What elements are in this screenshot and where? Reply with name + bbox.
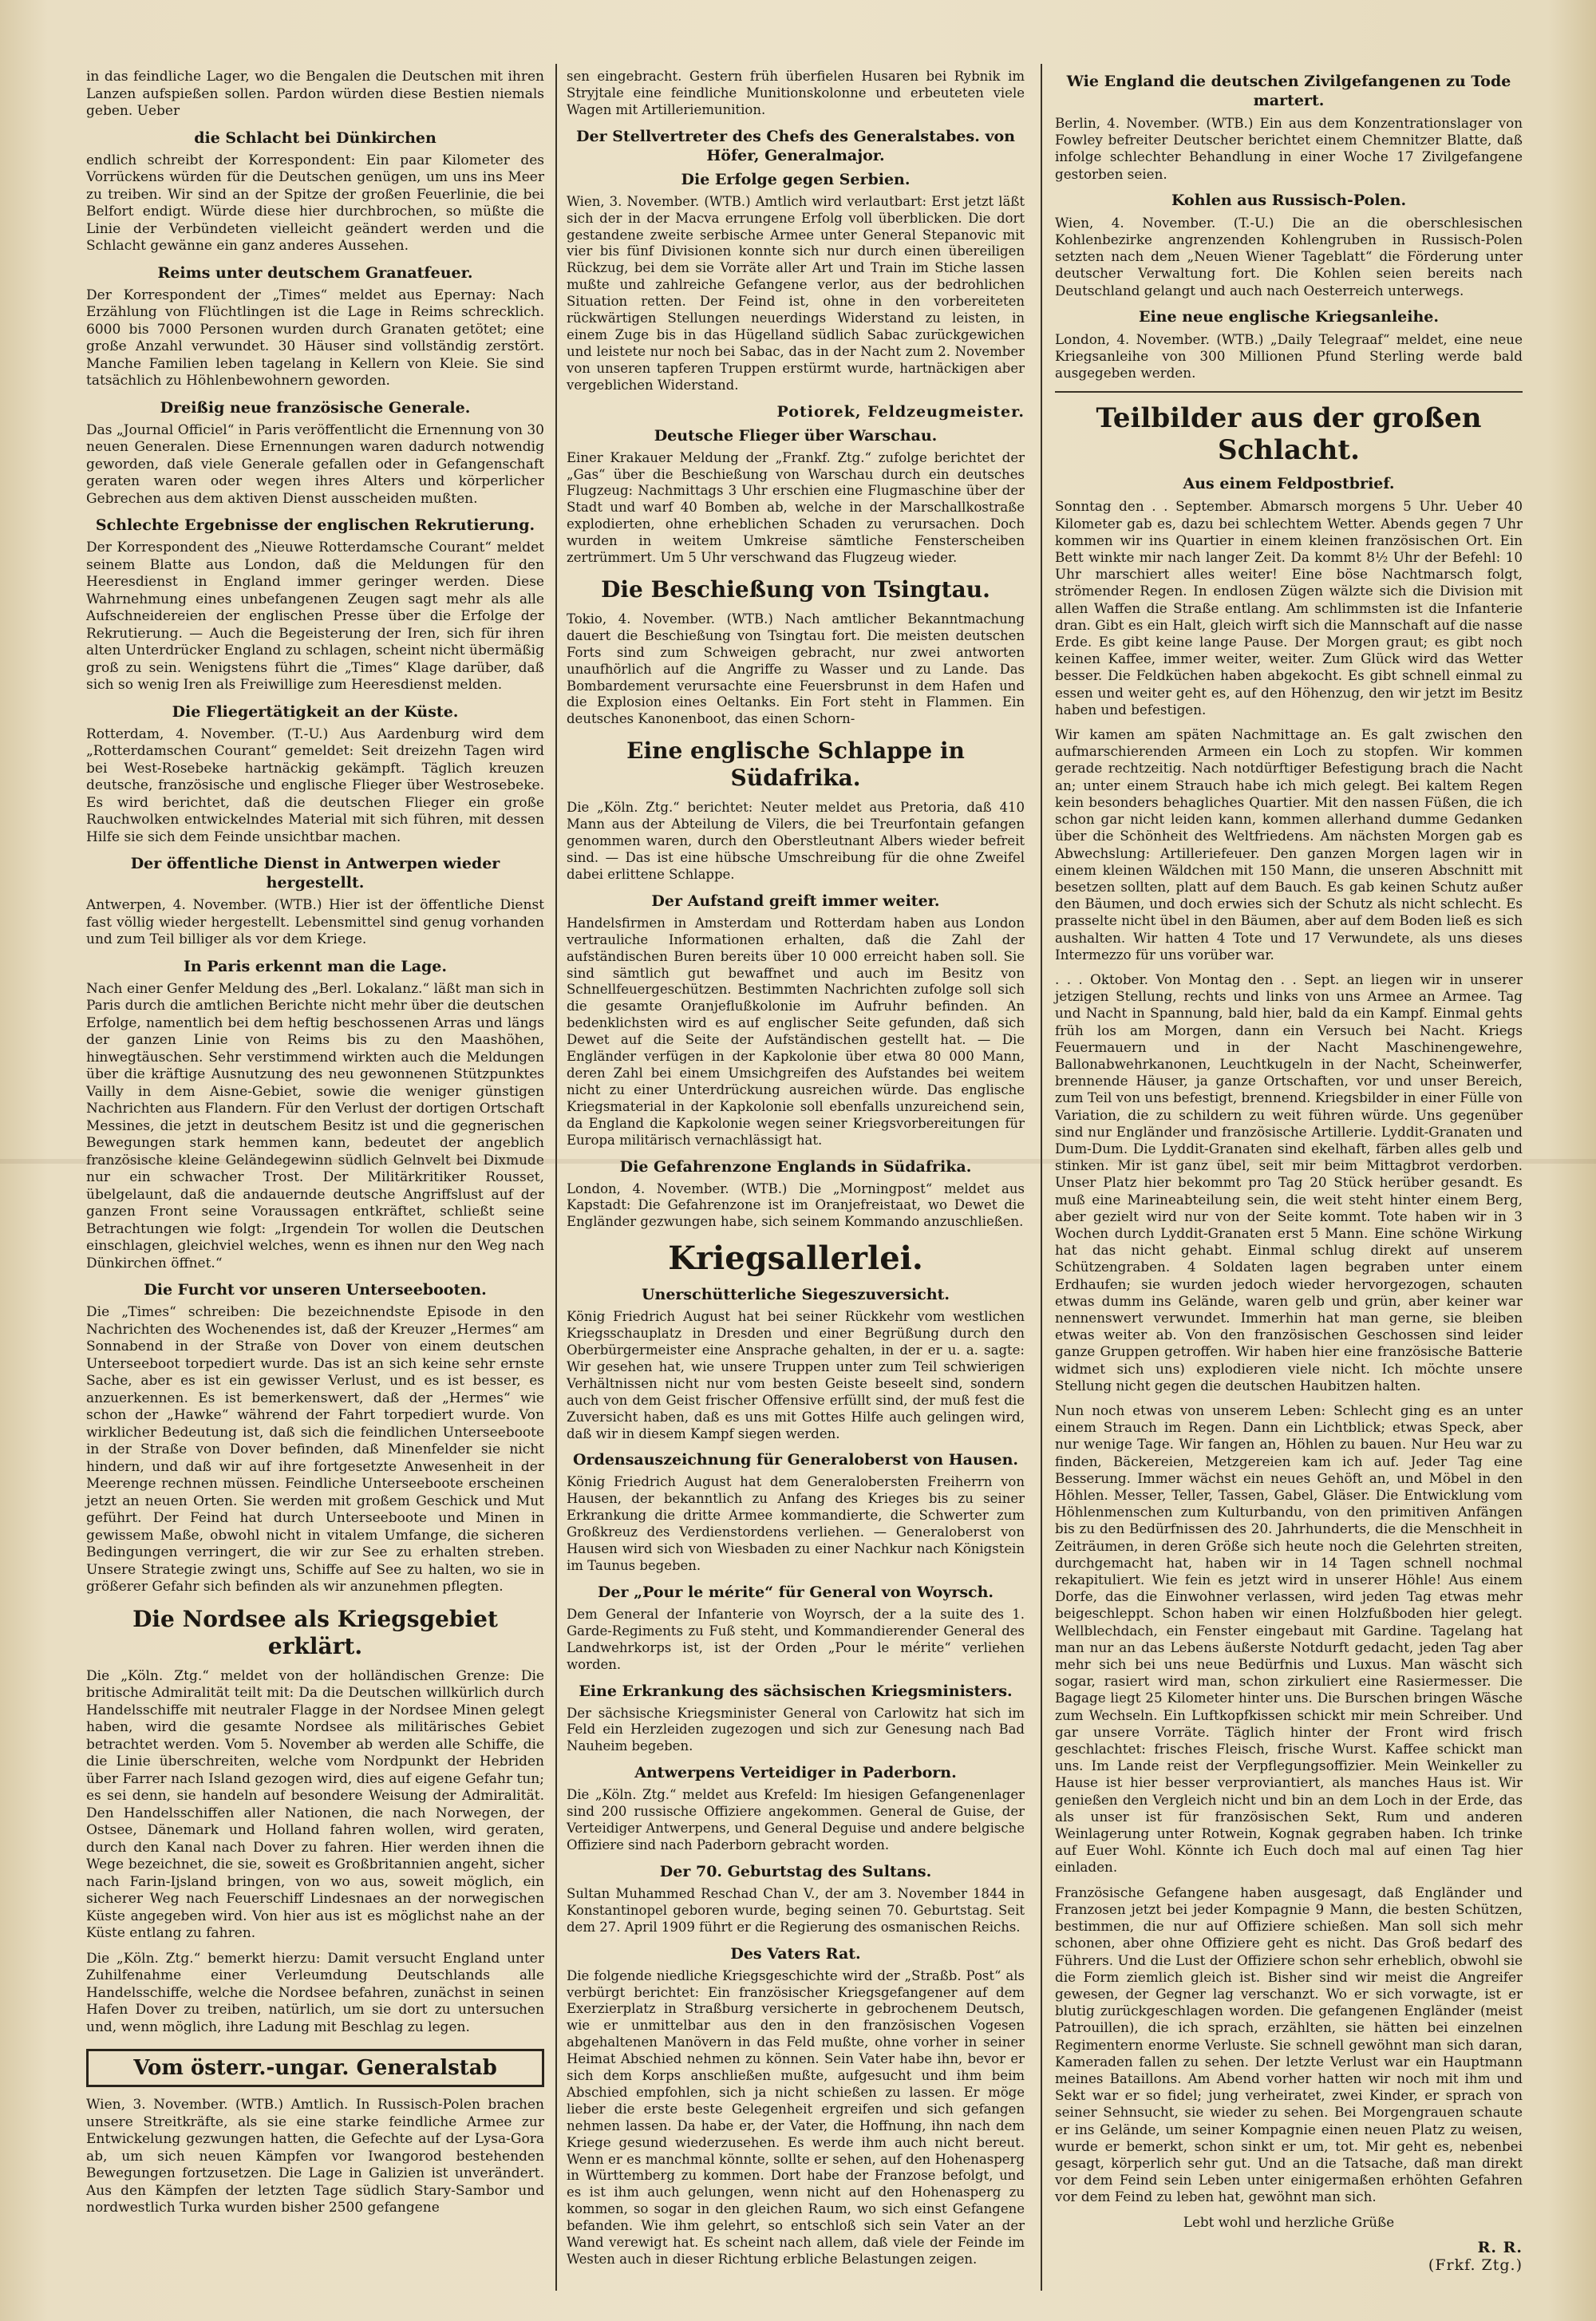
section-heading: Ordensauszeichnung für Generaloberst von Hausen. (572, 1451, 1019, 1469)
source-citation: (Frkf. Ztg.) (1428, 2256, 1523, 2274)
column-rule-1 (555, 64, 557, 2291)
article-text: Die „Times“ schreiben: Die bezeichnendste Episode in den Nachrichten des Wochenendes ist, daß der Kreuzer „Hermes“ am Sonnabend in der Straße von Dover von einem deutschen Unterseeboot torpediert wurde. Das ist an sich keine sehr ernste Sache, aber es ist ein gewisser Verlust, und es ist besser, es anzuerkennen. Es ist bemerkenswert, daß der „Hermes“ wie schon der „Hawke“ während der Fahrt torpediert wurde. Von wirklicher Bedeutung ist, daß sich die feindlichen Unterseeboote in der Straße von Dover befinden, daß Minenfelder sie nicht hindern, und daß wir auf ihre fortgesetzte Anwesenheit in der Meerenge rechnen müssen. Feindliche Unterseeboote erscheinen jetzt an neuen Orten. Sie werden mit großem Geschick und Mut geführt. Der Feind hat durch Unterseeboote und Minen in gewissem Maße, obwohl nicht in vitalem Umfange, die sicheren Bedingungen verringert, die wir zur See zu erhalten streben. Unsere Strategie zwingt uns, Schiffe auf See zu halten, wo sie in größerer Gefahr sich befinden als wir anzunehmen pflegten. (86, 1304, 544, 1595)
article-text: London, 4. November. (WTB.) „Daily Telegraaf“ meldet, eine neue Kriegsanleihe von 300 Millionen Pfund Sterling werde bald ausgegeben werden. (1055, 330, 1523, 382)
article-text: Antwerpen, 4. November. (WTB.) Hier ist der öffentliche Dienst fast völlig wieder hergestellt. Lebensmittel sind genug vorhanden und zum Teil billiger als vor dem Kriege. (86, 897, 544, 947)
column-1 (86, 69, 544, 2225)
section-heading: Eine neue englische Kriegsanleihe. (1138, 307, 1440, 326)
section-heading: Aus einem Feldpostbrief. (1183, 475, 1395, 493)
section-heading: Der „Pour le mérite“ für General von Woyrsch. (597, 1583, 994, 1601)
section-heading: Wie England die deutschen Zivilgefangenen zu Tode martert. (1066, 73, 1511, 109)
article-text: Sonntag den . . September. Abmarsch morgens 5 Uhr. Ueber 40 Kilometer gab es, dazu bei schlechtem Wetter. Abends gegen 7 Uhr kommen wir ins Quartier in einem kleinen französischen Ort. Ein Bett winkte mir nach langer Zeit. Da kommt 8½ Uhr der Befehl: 10 Uhr marschiert alles weiter! Eine böse Nachtmarsch folgt, strömender Regen. In endlosen Zügen wälzte sich die Division mit allen Waffen die Straße entlang. Am schlimmsten ist die Infanterie dran. Gibt es ein Halt, gleich wirft sich die Mannschaft auf die nasse Erde. Es gibt keine lange Pause. Der Morgen graut; es gibt noch keinen Kaffee, immer weiter, weiter. Zum Glück wird das Wetter besser. Die Feldküchen haben abgekocht. Es gibt schnell einmal zu essen und weiter geht es, auf den Höhenzug, den wir jetzt im Besitz haben und befestigen. (1055, 498, 1523, 718)
article-text: Der sächsische Kriegsminister General von Carlowitz hat sich im Feld ein Herzleiden zugezogen und sich zur Genesung nach Bad Nauheim begeben. (567, 1705, 1025, 1754)
article-text: Lebt wohl und herzliche Grüße (1183, 2213, 1395, 2230)
column-3 (1055, 69, 1523, 2274)
section-heading: die Schlacht bei Dünkirchen (194, 129, 437, 147)
article-text: Französische Gefangene haben ausgesagt, daß Engländer und Franzosen jetzt bei jeder Kompagnie 9 Mann, die besten Schützen, bestimmen, die nur auf Offiziere schießen. Man soll sich mehr schonen, aber ohne Offiziere geht es nicht. Das Groß bedarf des Führers. Und die Lust der Offiziere schon sehr erheblich, obwohl sie die Form ziemlich gleich ist. Bisher sind wir meist die Angreifer gewesen, der Gegner lag verschanzt. Wo er sich vorwagte, ist er blutig zurückgeschlagen worden. Die gefangenen Engländer (meist Patrouillen), die ich sprach, erzählten, sie hätten bei einzelnen Regimentern enorme Verluste. Sie schnell gewöhnt man sich daran, Kameraden fallen zu sehen. Der letzte Verlust war ein Hauptmann meines Bataillons. Am Abend vorher hatten wir noch mit ihm und Sekt war er so fidel; jung verheiratet, zwei Kinder, er sprach von seiner Sehnsucht, sie wieder zu sehen. Bei Morgengrauen schaute er ins Gelände, um seiner Kompagnie einen neuen Platz zu weisen, wurde er bemerkt, schon sinkt er um, tot. Mir geht es, nebenbei gesagt, körperlich sehr gut. Und an die Tatsache, daß man direkt vor dem Feind sein Leben unter einigermaßen erhöhten Gefahren vor dem Feind zu leben hat, gewöhnt man sich. (1055, 1884, 1523, 2205)
article-text: Wir kamen am späten Nachmittage an. Es galt zwischen den aufmarschierenden Armeen ein Loch zu stopfen. Wir kommen gerade rechtzeitig. Nach notdürftiger Befestigung brach die Nacht an; unter einem Strauch habe ich mich gelegt. Bei kaltem Regen kein besonders behagliches Quartier. Mit den nassen Füßen, die ich schon gar nicht leiden kann, kommen allerhand dumme Gedanken über die Schönheit des Weltfriedens. Am nächsten Morgen gab es Abwechslung: Artilleriefeuer. Den ganzen Morgen lagen wir in einem kleinen Wäldchen mit 150 Mann, die unseren Abschnitt mit besetzen sollten, platt auf dem Bauch. Es gab keinen Schutz außer den Bäumen, und doch erwies sich der Schutz als nicht schlecht. Es prasselte nicht übel in den Bäumen, aber auf dem Boden ließ es sich aushalten. Wir hatten 4 Tote und 17 Verwundete, als uns dieses Intermezzo für uns vorüber war. (1055, 726, 1523, 963)
article-text: endlich schreibt der Korrespondent: Ein paar Kilometer des Vorrückens würden für die Deutschen genügen, um uns ins Meer zu treiben. Wir sind an der Spitze der großen Feuerlinie, die bei Belfort endigt. Würde diese hier durchbrochen, so müßte die Linie der Verbündeten vielleicht geändert werden und die Schlacht gewänne ein ganz anderes Aussehen. (86, 152, 544, 254)
article-text: Dem General der Infanterie von Woyrsch, der a la suite des 1. Garde-Regiments zu Fuß steht, und Kommandierender General des Landwehrkorps ist, ist der Orden „Pour le mérite“ verliehen worden. (567, 1606, 1025, 1672)
article-text: Einer Krakauer Meldung der „Frankf. Ztg.“ zufolge berichtet der „Gas“ über die Beschießung von Warschau durch ein deutsches Flugzeug: Nachmittags 3 Uhr erschien eine Flugmaschine über der Stadt und warf 40 Bomben ab, welche in der Marschallkostraße explodierten, ohne erheblichen Schaden zu verursachen. Doch wurden in weitem Umkreise sämtliche Fensterscheiben zertrümmert. Um 5 Uhr verschwand das Flugzeug wieder. (567, 449, 1025, 566)
article-text: Die „Köln. Ztg.“ bemerkt hierzu: Damit versucht England unter Zuhilfenahme einer Verleumdung Deutschlands alle Handelsschiffe, welche die Nordsee befahren, zunächst in seinen Hafen Dover zu treiben, natürlich, um sie dort zu untersuchen und, wenn möglich, ihre Ladung mit Beschlag zu legen. (86, 1950, 544, 2035)
article-text: Der Korrespondent des „Nieuwe Rotterdamsche Courant“ meldet seinem Blatte aus London, daß die Meldungen für den Heeresdienst in England immer geringer werden. Diese Wahrnehmung eines unbefangenen Zeugen sagt mehr als alle Aufschneidereien der englischen Presse über die Erfolge der Rekrutierung. — Auch die Begeisterung der Iren, sich für ihren alten Unterdrücker England zu schlagen, scheint nicht übermäßig groß zu sein. Wenigstens führt die „Times“ Klage darüber, daß sich so wenig Iren als Freiwillige zum Heeresdienst melden. (86, 540, 544, 693)
article-text: Berlin, 4. November. (WTB.) Ein aus dem Konzentrationslager von Fowley befreiter Deutscher berichtet einem Chemnitzer Blatte, daß infolge schlechter Behandlung in einer Woche 17 Zivilgefangene gestorben seien. (1055, 115, 1523, 182)
article-text: Die folgende niedliche Kriegsgeschichte wird der „Straßb. Post“ als verbürgt berichtet: Ein französischer Kriegsgefangener auf dem Exerzierplatz in Straßburg versicherte in gebrochenem Deutsch, wie er unmittelbar aus den in den französischen Vogesen abgehaltenen Manövern in das Feld mußte, ohne vorher in seiner Heimat Abschied nehmen zu können. Sein Vater habe ihn, bevor er sich dem Korps anschließen mußte, aufgesucht und ihm beim Abschied empfohlen, sich ja nicht schießen zu lassen. Er möge lieber die erste beste Gelegenheit ergreifen und sich gefangen nehmen lassen. Da habe er, der Vater, die Hoffnung, ihn nach dem Kriege gesund wiederzusehen. Es werde ihm auch nicht bereut. Wenn er es manchmal könnte, sollte er sehen, auf den Hohenasperg in Württemberg zu kommen. Dort habe der Franzose befolgt, und es ist ihm auch gelungen, wenn nicht auf den Hohenasperg zu kommen, so sogar in den gleichen Raum, wo sich einst Gefangene befanden. Wie ihm gelehrt, so entschloß sich sein Vater an der Wand verewigt hat. Es scheint nach allem, daß viele der Feinde im Westen auch in dieser Richtung erbliche Belastungen zeigen. (567, 1967, 1025, 2267)
section-heading: Der öffentliche Dienst in Antwerpen wieder hergestellt. (130, 855, 500, 892)
boxed-headline: Vom österr.-ungar. Generalstab (86, 2049, 544, 2087)
section-heading: Unerschütterliche Siegeszuversicht. (641, 1286, 950, 1304)
article-text: in das feindliche Lager, wo die Bengalen die Deutschen mit ihren Lanzen aufspießen sollen. Pardon würden diese Bestien niemals geben. Ueber (86, 69, 544, 119)
column-2 (567, 69, 1025, 2276)
section-heading: Die Erfolge gegen Serbien. (681, 170, 911, 188)
section-heading: Kohlen aus Russisch-Polen. (1171, 191, 1407, 209)
signature-line: Potiorek, Feldzeugmeister. (776, 402, 1025, 421)
article-headline: Teilbilder aus der großen Schlacht. (1096, 402, 1482, 467)
article-text: sen eingebracht. Gestern früh überfielen Husaren bei Rybnik im Stryjtale eine feindliche Munitionskolonne und erbeuteten viele Wagen mit Artilleriemunition. (567, 69, 1025, 117)
signature-line: Der Stellvertreter des Chefs des Generalstabes. von Höfer, Generalmajor. (576, 127, 1015, 164)
article-text: Der Korrespondent der „Times“ meldet aus Epernay: Nach Erzählung von Flüchtlingen ist die Lage in Reims schrecklich. 6000 bis 7000 Personen wurden durch Granaten getötet; eine große Anzahl verwundet. 30 Häuser sind vollständig zerstört. Manche Familien leben tagelang in Kellern von Kleie. Sie sind tatsächlich zu Höhlenbewohnern geworden. (86, 287, 544, 389)
divider (1055, 391, 1523, 393)
article-text: Das „Journal Officiel“ in Paris veröffentlicht die Ernennung von 30 neuen Generalen. Diese Ernennungen waren dadurch notwendig geworden, daß viele Generale gefallen oder in Gefangenschaft geraten waren oder wegen ihres Alters und körperlicher Gebrechen aus dem aktiven Dienst ausscheiden mußten. (86, 421, 544, 507)
article-text: Nun noch etwas von unserem Leben: Schlecht ging es an unter einem Strauch im Regen. Dann ein Lichtblick; etwas Speck, aber nur wenige Tage. Wir fangen an, Höhlen zu bauen. Nur Heu war zu finden, Bäckereien, Metzgereien kam ich auf. Jeder Tag eine Besserung. Immer wächst ein neues Gehöft an, und Möbel in den Höhlen. Messer, Teller, Tassen, Gabel, Gläser. Die Entwicklung vom Höhlenmenschen zum Kulturbandu, von den primitiven Anfängen bis zu den Bedürfnissen des 20. Jahrhunderts, die die Menschheit in Zeiträumen, in deren Größe sich heute noch die Gelehrten streiten, durchgemacht hat, haben wir in 14 Tagen schnell nochmal rekapituliert. Wie fein es jetzt wird in unserer Höhle! Aus einem Dorfe, das die Einwohner verlassen, wird jeden Tag etwas mehr beigeschleppt. Schon haben wir einen Holzfußboden hier gelegt. Wellblechdach, ein Fenster eingebaut mit Gardine. Tagelang hat man nur an das Lebens äußerste Notdurft gedacht, jeden Tag aber mehr sich bei uns neue Bedürfnis und Luxus. Man wäscht sich sogar, rasiert wird man, schon zirkuliert eine Rasiermesser. Die Bagage liegt 25 Kilometer hinter uns. Die Burschen bringen Wäsche zum Wechseln. Ein Luftkopfkissen schickt mir mein Schreiber. Und gar unsere Vorräte. Täglich hinter der Front wird frisch geschlachtet: frisches Fleisch, frische Wurst. Kaffee schickt man uns. Im Lande reist der Verpflegungsoffizier. Mein Weinkeller zu Hause ist hier besser verproviantiert, als manches Haus ist. Wir genießen den Vergleich nicht und bin an dem Loch in der Erde, das als unser ist für französischen Sekt, Rum und anderen Weinlagerung unter Rotwein, Kognak gegraben haben. Ich trinke auf Euer Wohl. Könnte ich Euch doch mal auf einen Tag hier einladen. (1055, 1402, 1523, 1876)
section-heading: Antwerpens Verteidiger in Paderborn. (634, 1764, 957, 1782)
article-headline: Die Nordsee als Kriegsgebiet erklärt. (132, 1605, 498, 1659)
article-text: Handelsfirmen in Amsterdam und Rotterdam haben aus London vertrauliche Informationen erhalten, daß die Zahl der aufständischen Buren bereits über 10 000 erreicht haben soll. Sie sind sämtlich gut bewaffnet und auch im Besitz von Schnellfeuergeschützen. Bestimmten Nachrichten zufolge soll sich die gesamte Oranjeflußkolonie im Aufruhr befinden. An bedenklichsten wird es auf englischer Seite gefunden, daß sich Dewet auf die Seite der Aufständischen gestellt hat. — Die Engländer verfügen in der Kapkolonie über etwa 80 000 Mann, deren Zahl bei einem Umsichgreifen des Aufstandes bei weitem nicht zu einer Unterdrückung ausreichen würde. Das englische Kriegsmaterial in der Kapkolonie soll ebenfalls unzureichend sein, da England die Kapkolonie wegen seiner Kriegsvorbereitungen für Europa militärisch vernachlässigt hat. (567, 915, 1025, 1148)
article-text: Die „Köln. Ztg.“ berichtet: Neuter meldet aus Pretoria, daß 410 Mann aus der Abteilung de Vilers, die bei Treurfontain gefangen genommen waren, durch den Oberstleutnant Albers wieder befreit sind. — Das ist eine hübsche Umschreibung für die ohne Zweifel dabei erlittene Schlappe. (567, 800, 1025, 882)
article-headline: Kriegsallerlei. (668, 1240, 923, 1278)
section-heading: Die Gefahrenzone Englands in Südafrika. (619, 1157, 972, 1176)
column-rule-2 (1041, 64, 1042, 2291)
section-heading: In Paris erkennt man die Lage. (183, 957, 448, 975)
section-heading: Eine Erkrankung des sächsischen Kriegsministers. (579, 1682, 1013, 1700)
section-heading: Deutsche Flieger über Warschau. (654, 426, 938, 445)
article-headline: Die Beschießung von Tsingtau. (601, 575, 990, 603)
article-text: Wien, 3. November. (WTB.) Amtlich. In Russisch-Polen brachen unsere Streitkräfte, als sie eine starke feindliche Armee zur Entwickelung gezwungen hatten, die Gefechte auf der Lysa-Gora ab, um sich neuen Kämpfen vor Iwangorod bestehenden Bewegungen fortzusetzen. Die Lage in Galizien ist unverändert. Aus den Kämpfen der letzten Tage südlich Stary-Sambor und nordwestlich Turka wurden bisher 2500 gefangene (86, 2097, 544, 2216)
article-text: Wien, 4. November. (T.-U.) Die an die oberschlesischen Kohlenbezirke angrenzenden Kohlengruben in Russisch-Polen setzten nach dem „Neuen Wiener Tageblatt“ die Förderung unter deutscher Verwaltung fort. Die Kohlen seien bereits nach Deutschland gelangt und auch nach Oesterreich unterwegs. (1055, 214, 1523, 299)
paper-fold (0, 1159, 1596, 1164)
article-text: Nach einer Genfer Meldung des „Berl. Lokalanz.“ läßt man sich in Paris durch die amtlichen Berichte nicht mehr über die deutschen Erfolge, namentlich bei dem heftig beschossenen Arras und längs der ganzen Linie von Reims bis zu den Maashöhen, hinwegtäuschen. Sehr verstimmend wirkten auch die Meldungen über die kräftige Ausnutzung des neu gewonnenen Stützpunktes Vailly in dem Aisne-Gebiet, sowie die weniger günstigen Nachrichten aus Flandern. Für den Verlust der dortigen Ortschaft Messines, die jetzt in deutschem Besitz ist und die gegnerischen Bewegungen stark hemmen kann, bedeutet der angeblich französische kleine Geländegewinn südlich Gelnvelt bei Dixmude nur ein schwacher Trost. Der Militärkritiker Rousset, übelgelaunt, daß die andauernde deutsche Angriffslust auf der ganzen Front seine Voraussagen entkräftet, schließt seine Betrachtungen wie folgt: „Irgendein Tor wollen die Deutschen einschlagen, gleichviel welches, wenn es ihnen nur den Weg nach Dünkirchen öffnet.“ (86, 980, 544, 1271)
section-heading: Dreißig neue französische Generale. (160, 398, 471, 417)
article-text: Rotterdam, 4. November. (T.-U.) Aus Aardenburg wird dem „Rotterdamschen Courant“ gemeldet: Seit dreizehn Tagen wird bei West-Rosebeke hartnäckig gekämpft. Täglich kreuzen deutsche, französische und englische Flieger über Westrosebeke. Es wird berichtet, daß die deutschen Flieger ein große Rauchwolken entwickelndes Material mit sich führen, mit dessen Hilfe sie sich dem Feinde unsichtbar machen. (86, 726, 544, 845)
article-text: Tokio, 4. November. (WTB.) Nach amtlicher Bekanntmachung dauert die Beschießung von Tsingtau fort. Die meisten deutschen Forts sind zum Schweigen gebracht, nur zwei antworten unaufhörlich auf die Angriffe zu Wasser und zu Lande. Das Bombardement verursachte eine Feuersbrunst in dem Hafen und die Explosion eines Oeltanks. Ein Fort steht in Flammen. Ein deutsches Kanonenboot, das einen Schorn- (567, 611, 1025, 727)
article-text: König Friedrich August hat bei seiner Rückkehr vom westlichen Kriegsschauplatz in Dresden und einer Begrüßung durch den Oberbürgermeister eine Ansprache gehalten, in der er u. a. sagte: Wir gesehen hat, wie unsere Truppen unter zum Teil schwierigen Verhältnissen nicht nur vom besten Geiste beseelt sind, sondern auch von dem Geist frischer Offensive erfüllt sind, der muß fest die Zuversicht haben, daß es uns mit Gottes Hilfe auch gelingen wird, daß wir in diesem Kampf siegen werden. (567, 1309, 1025, 1441)
article-headline: Eine englische Schlappe in Südafrika. (626, 737, 965, 792)
article-text: . . . Oktober. Von Montag den . . Sept. an liegen wir in unserer jetzigen Stellung, rechts und links von uns Armee an Armee. Tag und Nacht in Spannung, bald hier, bald da ein Kampf. Einmal gehts früh los am Morgen, dann ein Versuch bei Nacht. Kriegs Feuermauern und in der Nacht Maschinengewehre, Ballonabwehrkanonen, Leuchtkugeln in der Nacht, Scheinwerfer, brennende Häuser, ja ganze Ortschaften, vor und unser Bereich, zum Teil von uns befestigt, brennend. Kriegsbilder in einer Fülle von Variation, die zu schildern zu weit führen würde. Uns gegenüber sind nur Engländer und französische Artillerie. Lyddit-Granaten und Dum-Dum. Die Lyddit-Granaten sind ekelhaft, färben alles gelb und stinken. Mir ist ganz übel, seit mir beim Mittagbrot verdorben. Unser Platz hier bekommt pro Tag 20 Stück herüber gesandt. Es muß eine Marineabteilung sein, die weit steht hinter einem Berg, aber gezielt wird nur von der Seite kommt. Tote haben wir in 3 Wochen durch Lyddit-Granaten erst 5 Mann. Eine schöne Wirkung hat das nicht gehabt. Einmal schlug direkt auf unserem Schützengraben. 4 Soldaten lagen begraben unter einem Erdhaufen; sie wurden jedoch wieder hervorgezogen, schauten etwas dumm ins Gelände, waren gelb und grün, aber keiner war nennenswert verwundet. Immerhin hat man gerne, sie bleiben etwas weiter ab. Von den französischen Geschossen sind leider ganze Gruppen getroffen. Wir haben hier eine französische Batterie widmet sich uns) explodieren viele nicht. Ich möchte unsere Stellung nicht gegen die deutschen Haubitzen halten. (1055, 971, 1523, 1394)
section-heading: Reims unter deutschem Granatfeuer. (157, 263, 473, 282)
section-heading: Die Fliegertätigkeit an der Küste. (172, 702, 459, 721)
section-heading: Schlechte Ergebnisse der englischen Rekrutierung. (95, 516, 535, 534)
article-text: London, 4. November. (WTB.) Die „Morningpost“ meldet aus Kapstadt: Die Gefahrenzone ist im Oranjefreistaat, wo Dewet die Engländer gezwungen habe, sich seinem Kommando anzuschließen. (567, 1180, 1025, 1230)
article-text: Die „Köln. Ztg.“ meldet von der holländischen Grenze: Die britische Admiralität teilt mit: Da die Deutschen willkürlich durch Handelsschiffe mit neutraler Flagge in der Nordsee Minen gelegt haben, wird die gesamte Nordsee als militärisches Gebiet betrachtet werden. Vom 5. November ab werden alle Schiffe, die die Linie überschreiten, welche vom Nordpunkt der Hebriden über Farrer nach Island gezogen wird, dies auf eigene Gefahr tun; es sei denn, sie handeln auf besondere Weisung der Admiralität. Den Handelsschiffen aller Nationen, die nach Norwegen, der Ostsee, Dänemark und Holland fahren wollen, wird geraten, durch den Kanal nach Dover zu fahren. Hier werden ihnen die Wege bezeichnet, die sie, soweit es Großbritannien angeht, sicher nach Farin-Ijsland bringen, von wo aus, soweit möglich, ein sicherer Weg nach Feuerschiff Lindesnaes an der norwegischen Küste angegeben wird. Von hier aus ist es möglichst nahe an der Küste entlang zu fahren. (86, 1667, 544, 1941)
section-heading: Die Furcht vor unseren Unterseebooten. (144, 1281, 487, 1299)
section-heading: Der Aufstand greift immer weiter. (651, 892, 940, 910)
section-heading: Der 70. Geburtstag des Sultans. (659, 1862, 932, 1880)
article-text: König Friedrich August hat dem Generalobersten Freiherrn von Hausen, der bekanntlich zu Anfang des Krieges bis zu seiner Erkrankung die dritte Armee kommandierte, die Schwerter zum Großkreuz des Verdienstordens verliehen. — Generaloberst von Hausen wird sich von Wiesbaden zu einer Nachkur nach Königstein im Taunus begeben. (567, 1474, 1025, 1573)
article-text: Wien, 3. November. (WTB.) Amtlich wird verlautbart: Erst jetzt läßt sich der in der Macva errungene Erfolg voll überblicken. Die dort gestandene zweite serbische Armee unter General Stepanovic mit vier bis fünf Divisionen konnte sich nur durch einen übereiligen Rückzug, bei dem sie Vorräte aller Art und Train im Stiche lassen mußte und zahlreiche Gefangene verlor, aus der bedrohlichen Situation retten. Der Feind ist, ohne in den vorbereiteten rückwärtigen Stellungen neuerdings Widerstand zu leisten, in einem Zuge bis in das Hügelland südlich Sabac zurückgewichen und leistete nur noch bei Sabac, das in der Nacht zum 2. November von unseren tapferen Truppen erstürmt wurde, hartnäckigen aber vergeblichen Widerstand. (567, 193, 1025, 393)
article-text: Sultan Muhammed Reschad Chan V., der am 3. November 1844 in Konstantinopel geboren wurde, beging seinen 70. Geburtstag. Seit dem 27. April 1909 führt er die Regierung des osmanischen Reichs. (567, 1885, 1025, 1935)
author-signature: R. R. (1477, 2238, 1523, 2256)
section-heading: Des Vaters Rat. (730, 1944, 861, 1963)
article-text: Die „Köln. Ztg.“ meldet aus Krefeld: Im hiesigen Gefangenenlager sind 200 russische Offiziere angekommen. General de Guise, der Verteidiger Antwerpens, und General Deguise und andere belgische Offiziere sind nach Paderborn gebracht worden. (567, 1787, 1025, 1852)
